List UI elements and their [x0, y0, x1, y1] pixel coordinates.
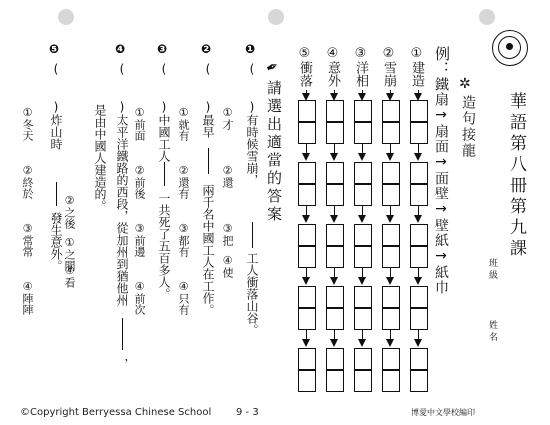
answer-box[interactable]: [298, 370, 316, 392]
school-seal-logo: [492, 30, 528, 66]
answer-box[interactable]: [382, 184, 400, 206]
answer-box[interactable]: [298, 184, 316, 206]
answer-box[interactable]: [326, 286, 344, 308]
question-tail: 發生意外。: [49, 212, 63, 272]
down-arrow-icon: [386, 339, 394, 347]
option-3[interactable]: ③常常: [21, 222, 34, 257]
down-arrow-icon: [414, 339, 422, 347]
down-arrow-icon: [386, 277, 394, 285]
connect-item-4: ④意外: [325, 46, 340, 87]
answer-box[interactable]: [298, 100, 316, 122]
answer-box[interactable]: [410, 122, 428, 144]
connect-item-5: ⑤衝落: [297, 46, 312, 87]
answer-box[interactable]: [410, 100, 428, 122]
answer-box[interactable]: [382, 100, 400, 122]
down-arrow-icon: [302, 215, 310, 223]
connect-item-3: ③洋相: [353, 46, 368, 87]
answer-box[interactable]: [382, 370, 400, 392]
down-arrow-icon: [330, 277, 338, 285]
answer-box[interactable]: [354, 100, 372, 122]
answer-box[interactable]: [326, 224, 344, 246]
answer-box[interactable]: [354, 162, 372, 184]
option-3[interactable]: ③把: [221, 222, 234, 246]
answer-box[interactable]: [298, 122, 316, 144]
answer-box[interactable]: [326, 122, 344, 144]
answer-box[interactable]: [354, 370, 372, 392]
down-arrow-icon: [330, 215, 338, 223]
option-4[interactable]: ④看: [63, 264, 76, 288]
question-tail: 一共死了五百多人。: [157, 192, 171, 300]
down-arrow-icon: [302, 153, 310, 161]
down-arrow-icon: [358, 153, 366, 161]
connect-item-1: ①建造: [409, 46, 424, 87]
option-2[interactable]: ②前後: [133, 164, 146, 199]
answer-box[interactable]: [410, 286, 428, 308]
answer-box[interactable]: [326, 308, 344, 330]
answer-box[interactable]: [298, 246, 316, 268]
example-chain: 鐵扇→扇面→面壁→壁紙→紙巾: [433, 77, 449, 295]
question-4: [88, 42, 132, 382]
answer-box[interactable]: [326, 246, 344, 268]
answer-box[interactable]: [382, 286, 400, 308]
question-tail: 兩千名中國工人在工作。: [201, 184, 215, 316]
question-1: [222, 42, 262, 382]
answer-box[interactable]: [326, 370, 344, 392]
option-2[interactable]: ②還有: [177, 164, 190, 199]
down-arrow-icon: [386, 215, 394, 223]
answer-box[interactable]: [354, 246, 372, 268]
down-arrow-icon: [414, 215, 422, 223]
answer-box[interactable]: [382, 122, 400, 144]
question-number: ❶: [245, 42, 256, 56]
option-3[interactable]: ③都有: [177, 222, 190, 257]
down-arrow-icon: [358, 215, 366, 223]
down-arrow-icon: [414, 277, 422, 285]
option-4[interactable]: ④只有: [177, 280, 190, 315]
connect-item-2: ②雪崩: [381, 46, 396, 87]
option-4[interactable]: ④前次: [133, 280, 146, 315]
answer-box[interactable]: [298, 224, 316, 246]
blank-line[interactable]: [56, 182, 57, 206]
question-stem[interactable]: ( )有時候雪崩，: [245, 62, 259, 186]
question-5: [22, 42, 66, 382]
section-connect-title: 造句接龍: [460, 95, 476, 159]
answer-box[interactable]: [382, 162, 400, 184]
class-label: 班級: [487, 258, 497, 282]
option-1[interactable]: ①冬天: [21, 106, 34, 141]
blank-line[interactable]: [122, 318, 123, 350]
binder-hole-left: [58, 9, 74, 25]
binder-hole-right: [479, 9, 495, 25]
question-stem[interactable]: ( )炸山時: [49, 62, 63, 150]
question-stem[interactable]: ( )中國工人: [157, 62, 171, 162]
answer-box[interactable]: [326, 162, 344, 184]
question-stem[interactable]: ( )太平洋鐵路的西段，從加州到猶他州: [115, 62, 129, 306]
answer-box[interactable]: [410, 162, 428, 184]
question-number: ❷: [201, 42, 212, 56]
question-stem[interactable]: ( )最早: [201, 62, 215, 138]
question-number: ❸: [157, 42, 168, 56]
answer-box[interactable]: [410, 308, 428, 330]
pen-icon: ✒: [262, 56, 282, 78]
answer-box[interactable]: [410, 370, 428, 392]
down-arrow-icon: [302, 339, 310, 347]
answer-box[interactable]: [410, 348, 428, 370]
option-3[interactable]: ③前邊: [133, 222, 146, 257]
question-3: [134, 42, 174, 382]
answer-box[interactable]: [382, 224, 400, 246]
down-arrow-icon: [358, 339, 366, 347]
blank-line[interactable]: [164, 162, 165, 186]
answer-box[interactable]: [298, 348, 316, 370]
name-label: 姓名: [487, 320, 497, 344]
question-number: ❹: [115, 42, 126, 56]
footer-publisher: 博愛中文學校編印: [411, 408, 475, 417]
answer-box[interactable]: [326, 100, 344, 122]
question-number: ❺: [49, 42, 60, 56]
option-2[interactable]: ②之後: [63, 194, 76, 229]
question-4-options: [64, 42, 84, 382]
answer-box[interactable]: [354, 308, 372, 330]
down-arrow-icon: [414, 153, 422, 161]
footer-page-number: 9 - 3: [236, 407, 259, 418]
down-arrow-icon: [330, 339, 338, 347]
option-1[interactable]: ①之間: [63, 236, 76, 271]
answer-box[interactable]: [298, 308, 316, 330]
binder-hole-center: [268, 9, 284, 25]
option-1[interactable]: ①才: [221, 106, 234, 130]
answer-box[interactable]: [354, 184, 372, 206]
down-arrow-icon: [302, 277, 310, 285]
answer-box[interactable]: [298, 286, 316, 308]
blank-line[interactable]: [252, 222, 253, 248]
answer-box[interactable]: [298, 162, 316, 184]
blank-line[interactable]: [208, 148, 209, 174]
question-tail: ，: [115, 358, 129, 370]
down-arrow-icon: [386, 153, 394, 161]
answer-box[interactable]: [326, 184, 344, 206]
footer-copyright: ©Copyright Berryessa Chinese School: [20, 407, 212, 418]
question-tail: 工人衝落山谷。: [245, 252, 259, 336]
answer-box[interactable]: [382, 308, 400, 330]
answer-box[interactable]: [382, 246, 400, 268]
example-prefix: 例：: [433, 46, 451, 76]
option-2[interactable]: ②還: [221, 164, 234, 188]
answer-box[interactable]: [354, 348, 372, 370]
answer-box[interactable]: [326, 348, 344, 370]
option-4[interactable]: ④使: [221, 254, 234, 278]
answer-box[interactable]: [354, 122, 372, 144]
flower-icon: ✲: [459, 76, 471, 92]
answer-box[interactable]: [354, 224, 372, 246]
option-2[interactable]: ②終於: [21, 164, 34, 199]
option-1[interactable]: ①就有: [177, 106, 190, 141]
option-1[interactable]: ①前面: [133, 106, 146, 141]
down-arrow-icon: [358, 277, 366, 285]
question-2: [178, 42, 218, 382]
lesson-title: 華語第八冊第九課: [506, 92, 526, 260]
answer-box[interactable]: [410, 224, 428, 246]
option-4[interactable]: ④陣陣: [21, 280, 34, 315]
section-choose-title: 請選出適當的答案: [265, 80, 283, 224]
answer-box[interactable]: [354, 286, 372, 308]
answer-box-grid: [295, 100, 435, 400]
answer-box[interactable]: [410, 246, 428, 268]
answer-box[interactable]: [382, 348, 400, 370]
answer-box[interactable]: [410, 184, 428, 206]
question-line2: 是由中國人建造的。: [93, 104, 107, 212]
down-arrow-icon: [330, 153, 338, 161]
